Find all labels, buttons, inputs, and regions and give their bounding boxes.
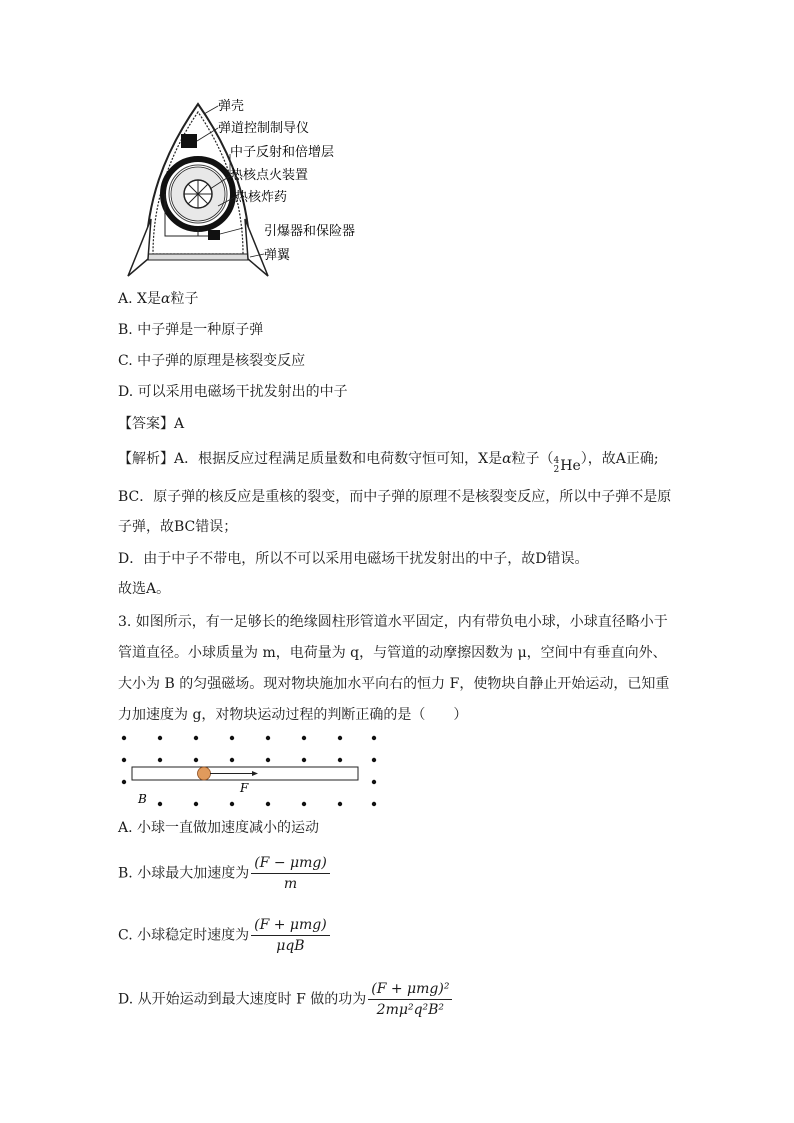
q3-option-c: C. 小球稳定时速度为 $\frac{\text{(F + μmg)}}{\text{μqB}}$	[118, 916, 330, 955]
q3-d-fraction: $\frac{\text{(F + μmg)²}}{\text{2mμ²q²B²}}$	[368, 980, 452, 1019]
bomb-base	[146, 254, 250, 260]
helium-isotope: 4 2 He	[553, 456, 581, 475]
q2-analysis-line4: D．由于中子不带电，所以不可以采用电磁场干扰发射出的中子，故D错误。	[118, 551, 589, 567]
field-label: B	[138, 792, 147, 806]
q2-option-d: D. 可以采用电磁场干扰发射出的中子	[118, 384, 348, 400]
label-ignition: 热核点火装置	[230, 168, 309, 183]
q2-analysis-line1: 【解析】A．根据反应过程满足质量数和电荷数守恒可知，X是α粒子（ 4 2 He ），故A正确;	[118, 451, 659, 475]
q3-option-b: B. 小球最大加速度为 $\frac{\text{(F − μmg)}}{m}$	[118, 854, 330, 893]
q2-option-c: C. 中子弹的原理是核裂变反应	[118, 353, 306, 369]
label-guidance: 弹道控制制导仪	[218, 121, 310, 136]
label-wing: 弹翼	[264, 248, 291, 263]
q3-b-fraction: $\frac{\text{(F − μmg)}}{m}$	[251, 854, 330, 893]
bomb-wing-left	[128, 219, 151, 276]
q2-option-a: A. X是α粒子	[118, 291, 199, 307]
q3-stem-line2: 管道直径。小球质量为 m，电荷量为 q，与管道的动摩擦因数为 μ，空间中有垂直向外、	[118, 645, 667, 661]
q3-c-fraction: $\frac{\text{(F + μmg)}}{\text{μqB}}$	[251, 916, 330, 955]
magnetic-field-pipe-figure	[118, 730, 388, 812]
label-shell: 弹壳	[218, 99, 245, 114]
label-detonator: 引爆器和保险器	[264, 224, 356, 239]
q3-stem-line1: 3. 如图所示，有一足够长的绝缘圆柱形管道水平固定，内有带负电小球，小球直径略小于	[118, 614, 668, 630]
q3-option-d: D. 从开始运动到最大速度时 F 做的功为 $\frac{\text{(F + μmg)²}}{\text{2mμ²q²B²}}$	[118, 980, 452, 1019]
force-label: F	[240, 781, 249, 795]
q3-stem-line3: 大小为 B 的匀强磁场。现对物块施加水平向右的恒力 F，使物块自静止开始运动，已知重	[118, 676, 670, 692]
label-explosive: 热核炸药	[235, 190, 288, 205]
q2-answer: 【答案】A	[118, 416, 185, 432]
q2-analysis-line5: 故选A。	[118, 581, 171, 597]
q2-analysis-line2: BC．原子弹的核反应是重核的裂变，而中子弹的原理不是核裂变反应，所以中子弹不是原	[118, 489, 672, 505]
q2-analysis-line3: 子弹，故BC错误；	[118, 519, 238, 535]
q2-option-b: B. 中子弹是一种原子弹	[118, 322, 264, 338]
neutron-bomb-diagram	[118, 94, 378, 284]
guidance-box	[181, 134, 197, 148]
q3-option-a: A. 小球一直做加速度减小的运动	[118, 820, 320, 836]
charged-ball	[198, 767, 211, 780]
q3-stem-line4: 力加速度为 g，对物块运动过程的判断正确的是（ ）	[118, 707, 468, 723]
label-reflector: 中子反射和倍增层	[230, 145, 335, 160]
detonator-box	[208, 230, 220, 240]
